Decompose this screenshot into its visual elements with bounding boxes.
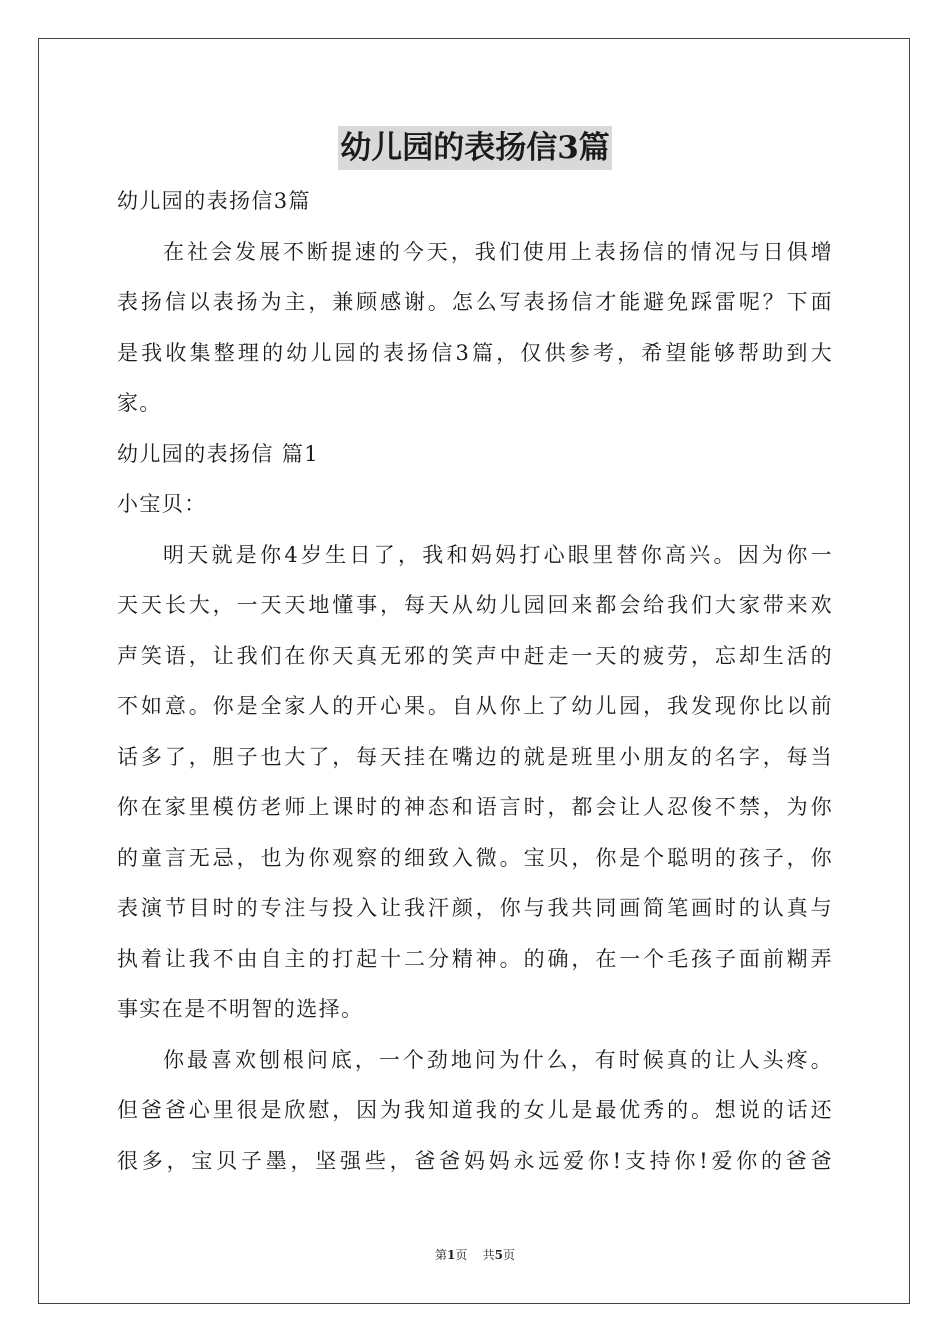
text-line: 事实在是不明智的选择。 (117, 997, 364, 1021)
text-line: 幼儿园的表扬信 篇1 (117, 441, 320, 466)
text-line: 家。 (117, 391, 162, 415)
text-line: 你在家里模仿老师上课时的神态和语言时，都会让人忍俊不禁，为你 (117, 795, 833, 819)
footer-page-suffix: 页 (455, 1248, 468, 1262)
text-line: 很多，宝贝子墨，坚强些，爸爸妈妈永远爱你!支持你!爱你的爸爸 (117, 1148, 833, 1173)
text-line: 幼儿园的表扬信3篇 (117, 189, 311, 213)
text-line: 你最喜欢刨根问底，一个劲地问为什么，有时候真的让人头疼。 (163, 1047, 833, 1072)
text-line: 表演节目时的专注与投入让我汗颜，你与我共同画简笔画时的认真与 (117, 896, 833, 920)
text-line: 声笑语，让我们在你天真无邪的笑声中赶走一天的疲劳，忘却生活的 (117, 643, 833, 668)
title-wrap (0, 126, 950, 170)
footer-total-prefix: 共 (482, 1248, 495, 1262)
text-line: 小宝贝： (117, 492, 207, 516)
text-line: 明天就是你4岁生日了，我和妈妈打心眼里替你高兴。因为你一 (163, 542, 833, 567)
text-line: 执着让我不由自主的打起十二分精神。的确，在一个毛孩子面前糊弄 (117, 946, 833, 971)
text-line: 话多了，胆子也大了，每天挂在嘴边的就是班里小朋友的名字，每当 (117, 744, 833, 769)
text-line: 不如意。你是全家人的开心果。自从你上了幼儿园，我发现你比以前 (117, 694, 833, 718)
text-line: 的童言无忌，也为你观察的细致入微。宝贝，你是个聪明的孩子，你 (117, 845, 833, 870)
footer-page-number: 1 (446, 1248, 456, 1262)
text-line: 但爸爸心里很是欣慰，因为我知道我的女儿是最优秀的。想说的话还 (117, 1098, 833, 1122)
document-title: 幼儿园的表扬信3篇 (338, 126, 612, 170)
text-line: 表扬信以表扬为主，兼顾感谢。怎么写表扬信才能避免踩雷呢？下面 (117, 290, 833, 314)
footer-total-suffix: 页 (503, 1248, 516, 1262)
page-footer (0, 1246, 950, 1263)
text-line: 在社会发展不断提速的今天，我们使用上表扬信的情况与日俱增 (163, 239, 833, 264)
document-body (117, 176, 833, 1186)
text-line: 天天长大，一天天地懂事，每天从幼儿园回来都会给我们大家带来欢 (117, 593, 833, 617)
footer-page-prefix: 第 (434, 1248, 447, 1262)
footer-total-number: 5 (494, 1248, 503, 1262)
text-line: 是我收集整理的幼儿园的表扬信3篇，仅供参考，希望能够帮助到大 (117, 340, 833, 365)
